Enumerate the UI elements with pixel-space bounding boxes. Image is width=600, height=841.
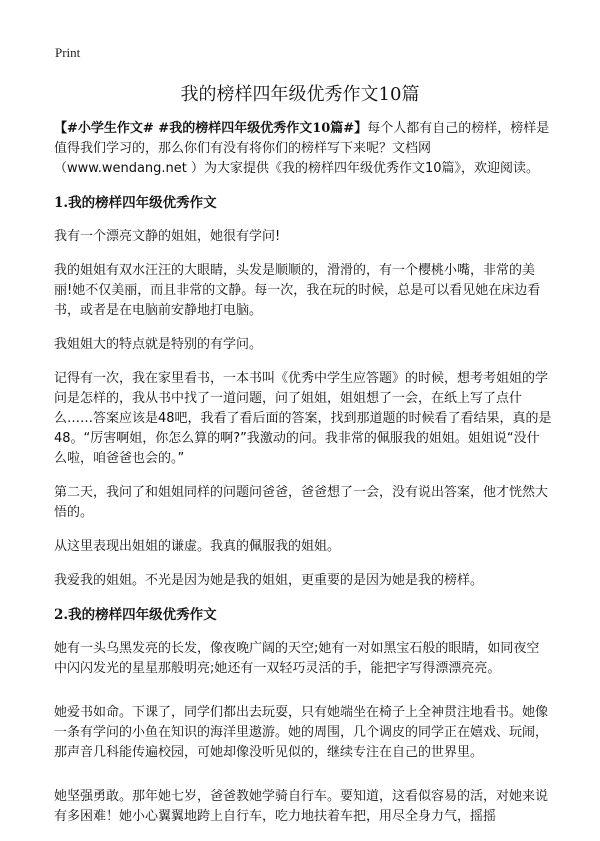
section1-paragraph-4: 记得有一次，我在家里看书，一本书叫《优秀中学生应答题》的时候，想考考姐姐的学问是怎样的，我从书中找了一道问题，问了姐姐，姐姐想了一会，在纸上写了点什么……答案应该是48吧，我看了看后面的答案，找到那道题的时候看了看结果，真的是48。“厉害啊姐，你怎么算的啊?”我激动的问。我非常的佩服我的姐姐。姐姐说“没什么啦，咱爸爸也会的。” <box>54 371 552 466</box>
section2-paragraph-3: 她坚强勇敢。那年她七岁，爸爸教她学骑自行车。要知道，这看似容易的活，对她来说有多困难！她小心翼翼地跨上自行车，吃力地扶着车把，用尽全身力气，摇摇 <box>54 789 549 824</box>
section-heading-1: 1.我的榜样四年级优秀作文 <box>54 195 217 211</box>
section-heading-2: 2.我的榜样四年级优秀作文 <box>54 607 217 623</box>
intro-text: 每个人都有自己的榜样，榜样是值得我们学习的，那么你们有没有将你们的榜样写下来呢？文档网（www.wendang.net ）为大家提供《我的榜样四年级优秀作文10篇》，欢迎阅读。 <box>54 121 550 176</box>
section1-paragraph-3: 我姐姐大的特点就是特别的有学问。 <box>54 337 263 352</box>
section1-paragraph-5: 第二天，我问了和姐姐同样的问题问爸爸，爸爸想了一会，没有说出答案，他才恍然大悟的。 <box>54 485 549 520</box>
section2-paragraph-1: 她有一头乌黑发亮的长发，像夜晚广阔的天空;她有一对如黑宝石般的眼睛，如同夜空中闪闪发光的星星那般明亮;她还有一双轻巧灵活的手，能把字写得漂漂亮亮。 <box>54 641 540 676</box>
print-link[interactable]: Print <box>55 45 81 60</box>
section1-paragraph-1: 我有一个漂亮文静的姐姐，她很有学问! <box>54 229 281 244</box>
section1-paragraph-2: 我的姐姐有双水汪汪的大眼睛，头发是顺顺的，滑滑的，有一个樱桃小嘴，非常的美丽!她不仅美丽，而且非常的文静。每一次，我在玩的时候，总是可以看见她在床边看书，或者是在电脑前安静地打电脑。 <box>54 263 541 318</box>
section1-paragraph-6: 从这里表现出姐姐的谦虚。我真的佩服我的姐姐。 <box>54 539 341 554</box>
article-body <box>54 119 552 841</box>
section2-paragraph-2: 她爱书如命。下课了，同学们都出去玩耍，只有她端坐在椅子上全神贯注地看书。她像一条有学问的小鱼在知识的海洋里遨游。她的周围，几个调皮的同学正在嬉戏、玩闹，那声音几科能传遍校园，可她却像没听见似的，继续专注在自己的世界里。 <box>54 705 549 760</box>
section1-paragraph-7: 我爱我的姐姐。不光是因为她是我的姐姐，更重要的是因为她是我的榜样。 <box>54 573 484 588</box>
page-title: 我的榜样四年级优秀作文10篇 <box>180 84 420 105</box>
intro-tag: 【#小学生作文# #我的榜样四年级优秀作文10篇#】 <box>54 121 368 136</box>
intro-paragraph <box>54 119 552 179</box>
